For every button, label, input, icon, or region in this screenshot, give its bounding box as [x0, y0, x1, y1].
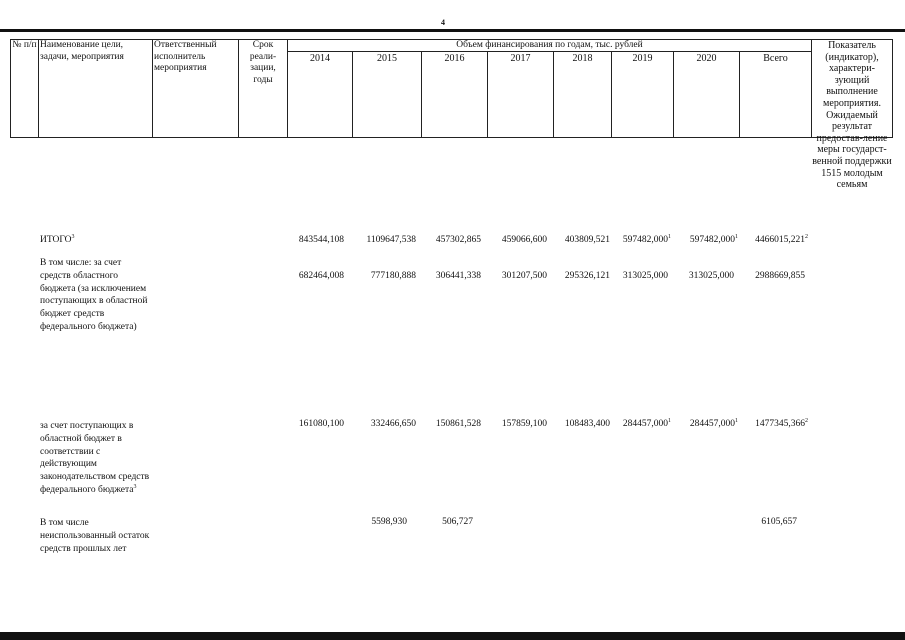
footnote-mark: 1 [668, 417, 671, 424]
footnote-mark: 2 [805, 233, 808, 240]
bottom-rule [0, 632, 905, 640]
header-year-2018: 2018 [572, 53, 593, 64]
row-total-2014 [288, 234, 344, 246]
row-regional-2019: 313025,000 [622, 271, 668, 281]
row-unused-2015: 5598,930 [371, 517, 407, 527]
header-year-2017: 2017 [510, 53, 531, 64]
value: 1477345,366 [755, 419, 805, 429]
page-number: 4 [441, 18, 445, 27]
row-total-2015 [353, 234, 416, 246]
header-year-2014: 2014 [310, 53, 330, 64]
footnote-mark: 1 [735, 417, 738, 424]
value: 108483,400 [564, 419, 610, 429]
row-federal-2017 [488, 418, 547, 430]
row-total-2019 [612, 234, 671, 246]
value: 284457,000 [689, 419, 735, 429]
header-col-number: № п/п [12, 40, 37, 50]
value: 459066,600 [501, 235, 547, 245]
footnote-mark: 1 [735, 233, 738, 240]
header-year-total: Всего [763, 53, 788, 64]
funding-subheader-line [287, 51, 811, 52]
col-line [152, 39, 153, 138]
row-federal-2014 [288, 418, 344, 430]
col-line [10, 39, 11, 138]
value: 1109647,538 [366, 235, 416, 245]
value: 843544,108 [298, 235, 344, 245]
row-total-sum [740, 234, 808, 246]
col-line [38, 39, 39, 138]
header-col-responsible: Ответственный исполнитель мероприятия [154, 40, 217, 73]
header-year-2019: 2019 [632, 53, 653, 64]
row-regional-2017: 301207,500 [501, 271, 547, 281]
row-federal-2020 [674, 418, 738, 430]
value: 457302,865 [435, 235, 481, 245]
row-unused-label: В том числе неиспользованный остаток средств прошлых лет [40, 518, 150, 554]
col-line [238, 39, 239, 138]
col-line [892, 39, 893, 138]
row-federal-2019 [612, 418, 671, 430]
value: 157859,100 [501, 419, 547, 429]
row-unused-sum: 6105,657 [761, 517, 797, 527]
row-regional-2014: 682464,008 [298, 271, 344, 281]
row-federal-2015 [353, 418, 416, 430]
row-federal-label [40, 420, 158, 497]
row-total-2016 [422, 234, 481, 246]
row-total-label [40, 234, 150, 247]
row-total-label-text: ИТОГО [40, 235, 72, 245]
row-unused-2016: 506,727 [442, 517, 473, 527]
row-federal-sum [740, 418, 808, 430]
row-total-2017 [488, 234, 547, 246]
footnote-mark: 3 [133, 483, 137, 490]
row-regional-label: В том числе: за счет средств областного бюджета (за исключением поступающих в областной бюджет средств федерального бюджета) [40, 258, 148, 332]
row-regional-2016: 306441,338 [435, 271, 481, 281]
value: 332466,650 [370, 419, 416, 429]
value: 161080,100 [298, 419, 344, 429]
row-regional-2018: 295326,121 [564, 271, 610, 281]
header-col-indicator: Показатель (индикатор), характери-зующий выполнение мероприятия. Ожидаемый результат предостав-ление меры государст-венной поддержки 1515 молодым семьям [812, 40, 892, 191]
row-federal-label-text: за счет поступающих в областной бюджет в соответствии с действующим законодательством средств федерального бюджета [40, 421, 150, 495]
footnote-mark: 2 [805, 417, 808, 424]
header-year-2015: 2015 [377, 53, 397, 64]
header-col-funding: Объем финансирования по годам, тыс. рублей [456, 40, 643, 50]
value: 597482,000 [689, 235, 735, 245]
header-col-name: Наименование цели, задачи, мероприятия [40, 40, 124, 62]
row-total-2018 [554, 234, 610, 246]
header-year-2020: 2020 [696, 53, 717, 64]
footnote-mark: 1 [668, 233, 671, 240]
row-federal-2018 [554, 418, 610, 430]
value: 597482,000 [622, 235, 668, 245]
footnote-mark: 3 [71, 233, 75, 240]
value: 150861,528 [435, 419, 481, 429]
row-federal-2016 [422, 418, 481, 430]
row-regional-2015: 777180,888 [370, 271, 416, 281]
header-year-2016: 2016 [444, 53, 465, 64]
value: 284457,000 [622, 419, 668, 429]
row-regional-sum: 2988669,855 [755, 271, 805, 281]
row-regional-2020: 313025,000 [688, 271, 734, 281]
row-total-2020 [674, 234, 738, 246]
header-bottom-line [10, 137, 892, 138]
value: 4466015,221 [755, 235, 805, 245]
value: 403809,521 [564, 235, 610, 245]
header-col-term: Срок реали-зации, годы [249, 40, 277, 85]
